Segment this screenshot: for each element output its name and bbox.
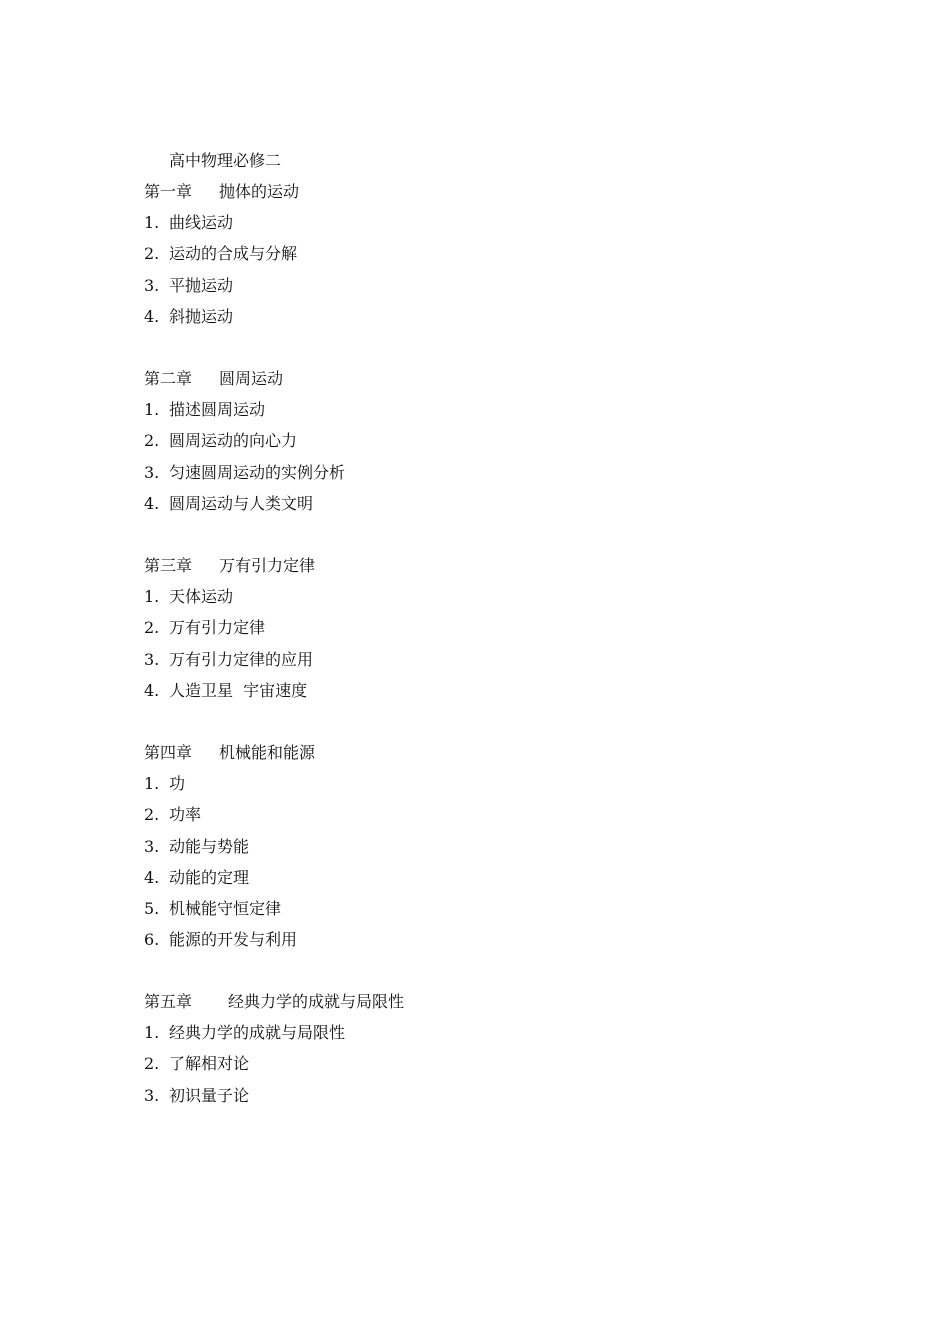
chapter-heading <box>144 742 904 773</box>
chapter-label: 第二章 <box>144 369 193 388</box>
item-text: 圆周运动与人类文明 <box>169 493 314 513</box>
item-number: 5. <box>144 898 160 918</box>
chapter-2 <box>144 368 904 524</box>
list-item <box>144 275 904 306</box>
item-text: 匀速圆周运动的实例分析 <box>169 462 346 482</box>
list-item <box>144 649 904 680</box>
item-number: 2. <box>144 431 160 451</box>
list-item <box>144 680 904 711</box>
item-number: 4. <box>144 680 160 700</box>
list-item <box>144 306 904 337</box>
item-text: 曲线运动 <box>169 213 234 233</box>
list-item <box>144 1053 904 1084</box>
item-text: 平抛运动 <box>169 275 234 295</box>
list-item <box>144 867 904 898</box>
chapter-title: 机械能和能源 <box>219 743 316 762</box>
chapter-label: 第五章 <box>144 992 193 1011</box>
list-item <box>144 1022 904 1053</box>
item-number: 1. <box>144 774 160 794</box>
item-text: 经典力学的成就与局限性 <box>169 1023 346 1043</box>
list-item <box>144 1085 904 1116</box>
item-text: 功 <box>169 774 186 794</box>
list-item <box>144 804 904 835</box>
item-number: 6. <box>144 930 160 950</box>
item-number: 3. <box>144 275 160 295</box>
list-item <box>144 836 904 867</box>
item-text: 能源的开发与利用 <box>169 930 298 950</box>
item-number: 2. <box>144 618 160 638</box>
item-number: 1. <box>144 1023 160 1043</box>
list-item <box>144 773 904 804</box>
item-text: 了解相对论 <box>169 1054 250 1074</box>
item-text: 初识量子论 <box>169 1085 250 1105</box>
chapter-heading <box>144 555 904 586</box>
list-item <box>144 929 904 960</box>
item-number: 1. <box>144 213 160 233</box>
chapter-title: 抛体的运动 <box>219 182 300 201</box>
chapter-1 <box>144 181 904 337</box>
list-item <box>144 617 904 648</box>
chapter-label: 第三章 <box>144 556 193 575</box>
item-text: 天体运动 <box>169 587 234 607</box>
list-item <box>144 243 904 274</box>
list-item <box>144 462 904 493</box>
chapter-label: 第四章 <box>144 743 193 762</box>
item-number: 1. <box>144 587 160 607</box>
item-text: 机械能守恒定律 <box>169 898 282 918</box>
item-number: 3. <box>144 462 160 482</box>
item-text: 描述圆周运动 <box>169 400 266 420</box>
item-text: 万有引力定律 <box>169 618 266 638</box>
list-item <box>144 430 904 461</box>
list-item <box>144 493 904 524</box>
chapter-heading <box>144 368 904 399</box>
document-title: 高中物理必修二 <box>169 151 282 170</box>
item-text: 动能的定理 <box>169 867 250 887</box>
item-number: 2. <box>144 244 160 264</box>
item-text: 动能与势能 <box>169 836 250 856</box>
chapter-5 <box>144 991 904 1116</box>
item-number: 4. <box>144 306 160 326</box>
list-item <box>144 898 904 929</box>
item-text: 人造卫星 宇宙速度 <box>169 680 308 700</box>
item-number: 1. <box>144 400 160 420</box>
list-item <box>144 586 904 617</box>
item-number: 3. <box>144 649 160 669</box>
item-number: 3. <box>144 1085 160 1105</box>
item-text: 运动的合成与分解 <box>169 244 298 264</box>
item-number: 2. <box>144 1054 160 1074</box>
chapter-label: 第一章 <box>144 182 193 201</box>
list-item <box>144 212 904 243</box>
item-text: 圆周运动的向心力 <box>169 431 298 451</box>
chapter-heading <box>144 181 904 212</box>
item-number: 4. <box>144 493 160 513</box>
item-text: 万有引力定律的应用 <box>169 649 314 669</box>
item-number: 3. <box>144 836 160 856</box>
item-text: 斜抛运动 <box>169 306 234 326</box>
list-item <box>144 399 904 430</box>
chapter-heading <box>144 991 904 1022</box>
item-number: 4. <box>144 867 160 887</box>
chapter-title: 万有引力定律 <box>219 556 316 575</box>
chapter-3 <box>144 555 904 711</box>
chapter-title: 圆周运动 <box>219 369 284 388</box>
item-text: 功率 <box>169 805 202 825</box>
chapter-4 <box>144 742 904 960</box>
item-number: 2. <box>144 805 160 825</box>
chapter-title: 经典力学的成就与局限性 <box>228 992 405 1011</box>
